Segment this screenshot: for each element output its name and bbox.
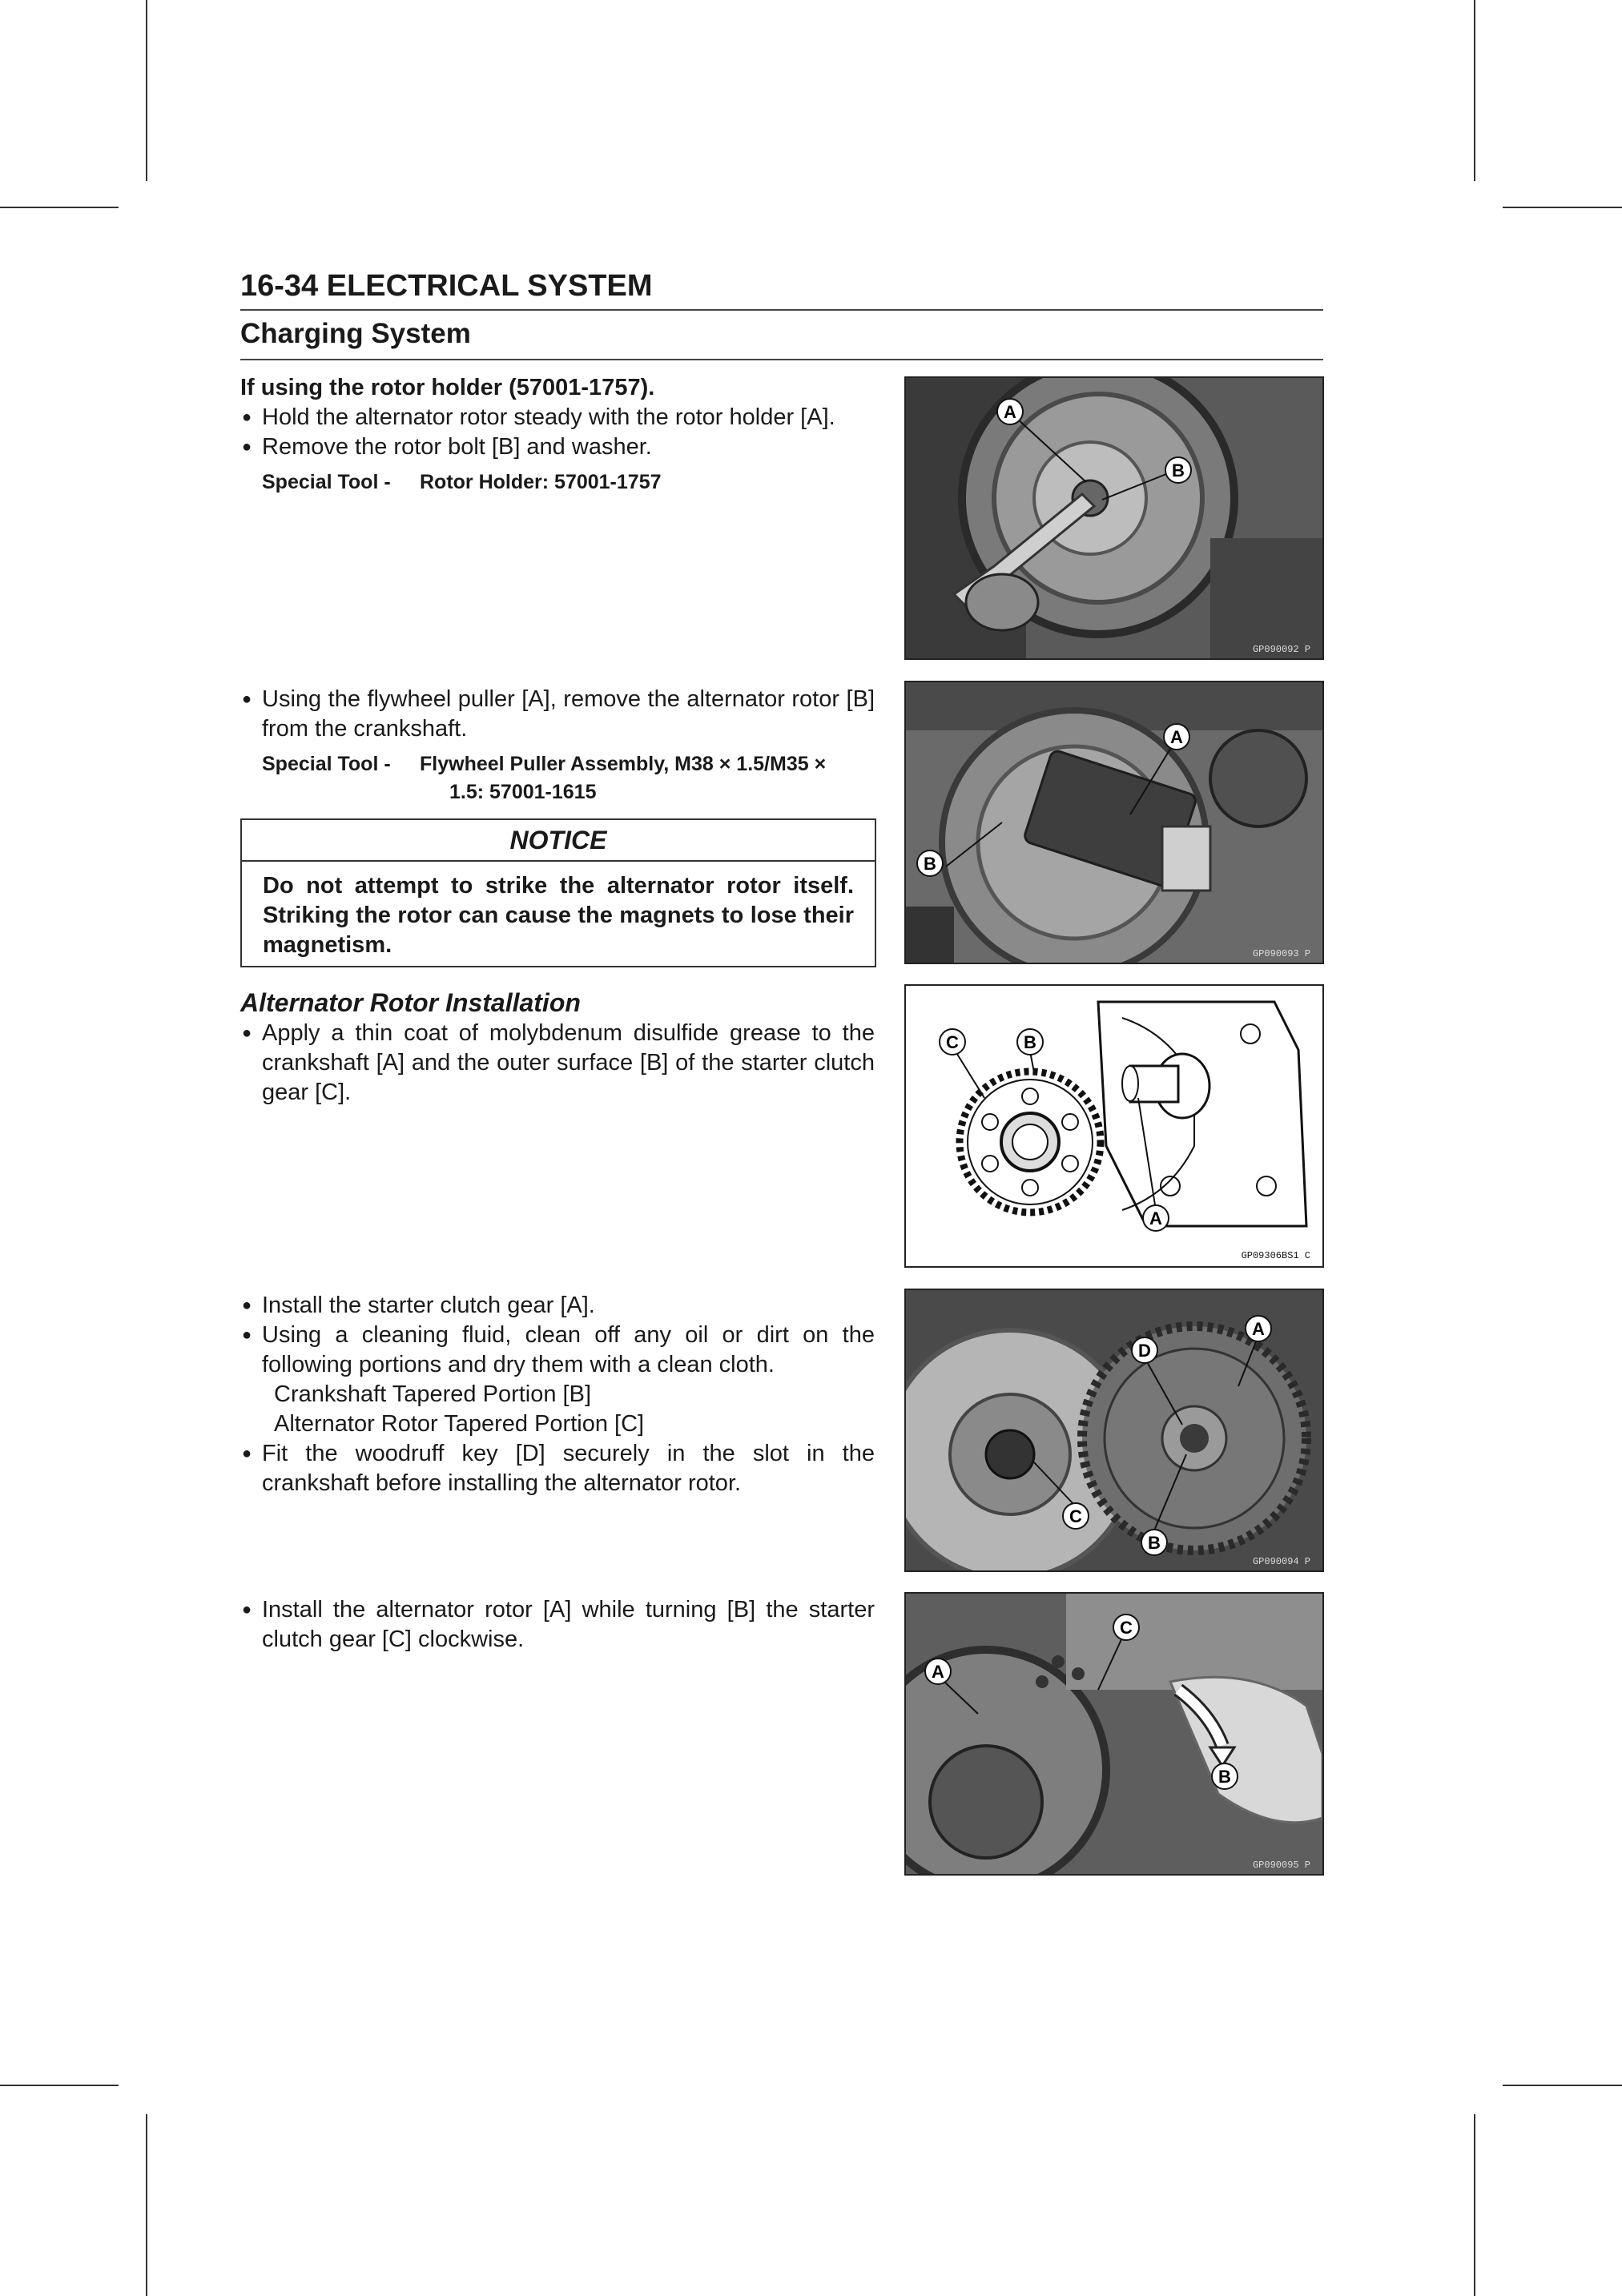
step-starter-clutch [240,1291,875,1498]
figure-rotor-holder [904,376,1324,660]
callout-label: B [924,854,936,874]
bullet-item: ● Using the flywheel puller [A], remove the alternator rotor [B] from the crankshaft. [240,685,875,744]
crop-mark [1503,207,1622,208]
crop-mark [0,2085,119,2086]
callout-label: A [1170,727,1183,747]
list-item: Crankshaft Tapered Portion [B] [274,1381,592,1407]
step-flywheel-puller [240,685,875,806]
page-header [240,267,1323,360]
callout-label: A [1252,1319,1265,1339]
figure-code: GP09306BS1 C [1241,1250,1310,1261]
crop-mark [0,207,119,208]
notice-text: Do not attempt to strike the alternator rotor itself. Striking the rotor can cause the magnets to lose their magnetism. [263,873,854,958]
step-heading: If using the rotor holder (57001-1757). [240,375,655,400]
subsection-heading: Alternator Rotor Installation [240,988,581,1017]
bullet-item: ● Install the alternator rotor [A] while turning [B] the starter clutch gear [C] clockwise. [240,1595,875,1655]
header-rule [240,309,1323,311]
callout-label: A [1149,1208,1162,1228]
bullet-item: ● Install the starter clutch gear [A]. [240,1291,875,1321]
callout-label: A [932,1662,944,1682]
callout-label: B [1148,1533,1161,1553]
figure-starter-gear [904,1289,1324,1572]
notice-heading: NOTICE [242,820,875,862]
notice-box [240,818,876,967]
figure-install-rotor [904,1592,1324,1876]
callout-label: B [1172,460,1185,481]
crop-mark [146,0,147,181]
callout-label: B [1218,1767,1231,1787]
callout-label: C [1120,1618,1133,1638]
step-rotor-installation [240,987,875,1108]
crop-mark [1474,0,1475,181]
bullet-item: ● Apply a thin coat of molybdenum disulfide grease to the crankshaft [A] and the outer surface [B] of the starter clutch gear [C]. [240,1019,875,1108]
special-tool-text: Rotor Holder: 57001-1757 [420,471,662,493]
figure-code: GP090094 P [1252,1556,1310,1567]
special-tool-text: Flywheel Puller Assembly, M38 × 1.5/M35 × [420,753,827,775]
figure-flywheel-puller [904,681,1324,964]
callout-label: D [1138,1341,1151,1361]
crop-mark [1503,2085,1622,2086]
callout-label: B [1024,1032,1036,1052]
figure-code: GP090093 P [1252,948,1310,959]
crop-mark [1474,2114,1475,2296]
bullet-item: ● Using a cleaning fluid, clean off any oil or dirt on the following portions and dry them with a clean cloth. [240,1321,875,1380]
figure-code: GP090092 P [1252,644,1310,655]
figure-code: GP090095 P [1252,1860,1310,1871]
crop-mark [146,2114,147,2296]
page-title: 16-34 ELECTRICAL SYSTEM [240,269,653,303]
step-rotor-holder [240,373,875,497]
list-item: Alternator Rotor Tapered Portion [C] [274,1411,645,1437]
special-tool [240,468,875,497]
bullet-item: ● Hold the alternator rotor steady with the rotor holder [A]. [240,403,875,432]
callout-label: C [1069,1506,1082,1526]
special-tool-continued: 1.5: 57001-1615 [449,781,597,803]
special-tool-label: Special Tool - [262,471,391,493]
callout-label: C [946,1032,959,1052]
callout-label: A [1004,402,1016,422]
special-tool [240,750,875,806]
bullet-item: ● Remove the rotor bolt [B] and washer. [240,432,875,462]
special-tool-label: Special Tool - [262,753,391,775]
figure-grease-diagram [904,984,1324,1268]
section-rule [240,359,1323,360]
step-install-rotor [240,1595,875,1655]
section-title: Charging System [240,318,471,349]
bullet-item: ● Fit the woodruff key [D] securely in the slot in the crankshaft before installing the alternator rotor. [240,1439,875,1498]
